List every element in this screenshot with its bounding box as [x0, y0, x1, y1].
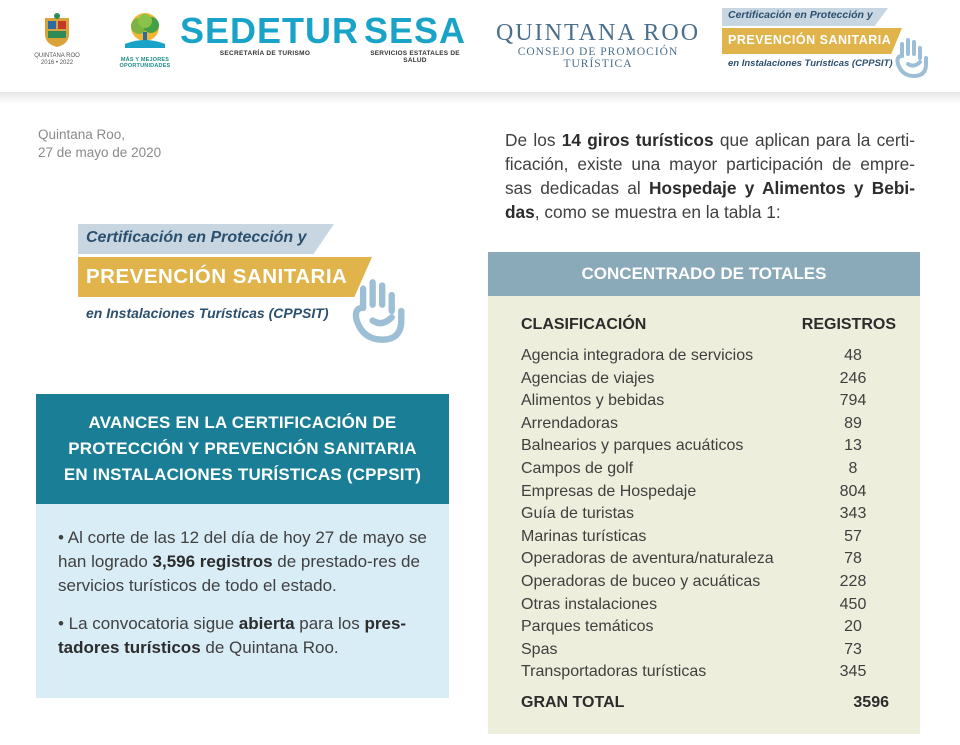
row-label: Empresas de Hospedaje	[521, 482, 697, 500]
table-row	[521, 390, 873, 413]
intro-giros: 14 giros turísticos	[561, 130, 714, 150]
row-value: 57	[844, 527, 862, 545]
row-label: Alimentos y bebidas	[521, 392, 665, 410]
table-row	[521, 548, 873, 571]
cpt-logo	[484, 20, 712, 70]
row-value: 228	[839, 572, 867, 590]
qroo-logo-name: QUINTANA ROO	[34, 53, 80, 59]
intro-hospedaje: Hospedaje y Alimentos y Bebi-das	[505, 178, 915, 222]
row-value: 13	[844, 437, 862, 455]
row-value: 48	[844, 347, 862, 364]
table-row	[521, 526, 873, 549]
bullet2-text-a: • La convocatoria sigue	[58, 614, 239, 633]
sesa-logo	[358, 12, 472, 64]
column-header-clasificacion: CLASIFICACIÓN	[521, 316, 647, 333]
row-label: Campos de golf	[521, 459, 634, 477]
badge-small-line1: Certificación en Protección y	[728, 9, 873, 21]
badge-small-line2: PREVENCIÓN SANITARIA	[728, 33, 892, 47]
mas-y-mejores-logo	[112, 12, 178, 72]
sedetur-logo	[180, 10, 360, 57]
mas-logo-line2: OPORTUNIDADES	[119, 63, 171, 69]
badge-large-line1: Certificación en Protección y	[86, 229, 307, 246]
row-value: 20	[844, 618, 862, 636]
panel-title-line1: AVANCES EN LA CERTIFICACIÓN DE	[88, 413, 397, 432]
table-row	[521, 345, 873, 368]
row-label: Arrendadoras	[521, 414, 618, 432]
cpt-subtitle: CONSEJO DE PROMOCIÓN TURÍSTICA	[517, 46, 679, 70]
row-value: 89	[844, 414, 862, 432]
progress-panel-title	[36, 394, 449, 504]
row-label: Guía de turistas	[521, 505, 634, 523]
row-label: Spas	[521, 640, 558, 658]
hand-icon	[350, 276, 408, 346]
row-value: 78	[844, 550, 862, 568]
bullet1-text-a: • Al corte de las 12 del día de hoy 27 de mayo se han logrado	[58, 528, 427, 571]
table-row	[521, 639, 873, 662]
table-row	[521, 435, 873, 458]
totals-table	[488, 296, 920, 734]
totals-table-title: CONCENTRADO DE TOTALES	[488, 252, 920, 296]
intro-text-e: , como se muestra en la tabla 1:	[534, 202, 781, 222]
row-value: 804	[839, 482, 867, 500]
row-label: Agencia integradora de servicios	[521, 347, 754, 364]
table-row	[521, 571, 873, 594]
intro-text-c: que aplican para la certi-ficación, existe una mayor participación de empre-sas dedicadas al	[505, 130, 915, 198]
sedetur-subtitle: SECRETARÍA DE TURISMO	[219, 50, 311, 57]
row-value: 794	[839, 392, 867, 410]
table-total-row	[521, 694, 889, 714]
header-shadow	[0, 92, 960, 104]
table-column-headers	[521, 316, 896, 336]
mas-logo-line1: MÁS Y MEJORES	[120, 57, 170, 63]
quintana-roo-logo	[26, 12, 88, 70]
row-label: Operadoras de aventura/naturaleza	[521, 550, 774, 568]
bullet2-text-c: para los	[294, 614, 365, 633]
row-value: 8	[848, 459, 858, 477]
intro-paragraph	[505, 128, 915, 224]
sedetur-name: SEDETUR	[180, 10, 360, 51]
bullet-convocatoria	[58, 612, 429, 660]
panel-title-line2: PROTECCIÓN Y PREVENCIÓN SANITARIA	[68, 439, 417, 458]
dateline-date: 27 de mayo de 2020	[38, 145, 162, 160]
tree-icon	[121, 12, 169, 52]
table-row	[521, 661, 873, 684]
row-label: Otras instalaciones	[521, 595, 658, 613]
total-label: GRAN TOTAL	[521, 694, 625, 711]
table-row	[521, 413, 873, 436]
total-value: 3596	[853, 694, 889, 711]
bullet-registros	[58, 526, 429, 598]
table-row	[521, 503, 873, 526]
bullet1-registros-count: 3,596 registros	[152, 552, 273, 571]
bullet2-text-e: de Quintana Roo.	[200, 638, 339, 657]
dateline-place: Quintana Roo,	[38, 127, 126, 142]
row-value: 345	[839, 663, 867, 681]
panel-title-line3: EN INSTALACIONES TURÍSTICAS (CPPSIT)	[63, 465, 422, 484]
table-row	[521, 458, 873, 481]
badge-large-line3: en Instalaciones Turísticas (CPPSIT)	[86, 305, 329, 321]
sesa-subtitle: SERVICIOS ESTATALES DE SALUD	[370, 50, 460, 64]
qroo-logo-years: 2016 • 2022	[40, 60, 74, 66]
badge-large-line2: PREVENCIÓN SANITARIA	[86, 265, 348, 288]
progress-panel-body	[36, 504, 449, 698]
row-label: Balnearios y parques acuáticos	[521, 437, 744, 455]
dateline	[38, 126, 161, 162]
badge-small-line3: en Instalaciones Turísticas (CPPSIT)	[728, 58, 893, 69]
bullet1-text-c: de prestado-res de servicios turísticos de todo el estado.	[58, 552, 420, 595]
row-label: Transportadoras turísticas	[521, 663, 707, 681]
row-label: Parques temáticos	[521, 618, 654, 636]
bullet2-abierta: abierta	[238, 614, 295, 633]
header-bar	[0, 0, 960, 95]
row-label: Agencias de viajes	[521, 369, 655, 387]
cpt-name: QUINTANA ROO	[495, 20, 701, 46]
table-row	[521, 368, 873, 391]
row-value: 343	[839, 505, 867, 523]
table-rows	[521, 345, 873, 684]
hand-icon	[894, 36, 930, 80]
cppsit-badge-small	[722, 6, 938, 88]
coat-of-arms-icon	[42, 12, 72, 48]
intro-text-a: De los	[505, 130, 562, 150]
row-label: Marinas turísticas	[521, 527, 647, 545]
row-value: 73	[844, 640, 862, 658]
row-value: 246	[839, 369, 867, 387]
cppsit-badge-large	[78, 224, 418, 354]
table-row	[521, 594, 873, 617]
table-row	[521, 616, 873, 639]
sesa-name: SESA	[363, 10, 467, 51]
row-label: Operadoras de buceo y acuáticas	[521, 572, 761, 590]
column-header-registros: REGISTROS	[801, 316, 896, 333]
table-row	[521, 481, 873, 504]
bullet2-prestadores: pres-tadores turísticos	[58, 614, 407, 657]
row-value: 450	[839, 595, 867, 613]
